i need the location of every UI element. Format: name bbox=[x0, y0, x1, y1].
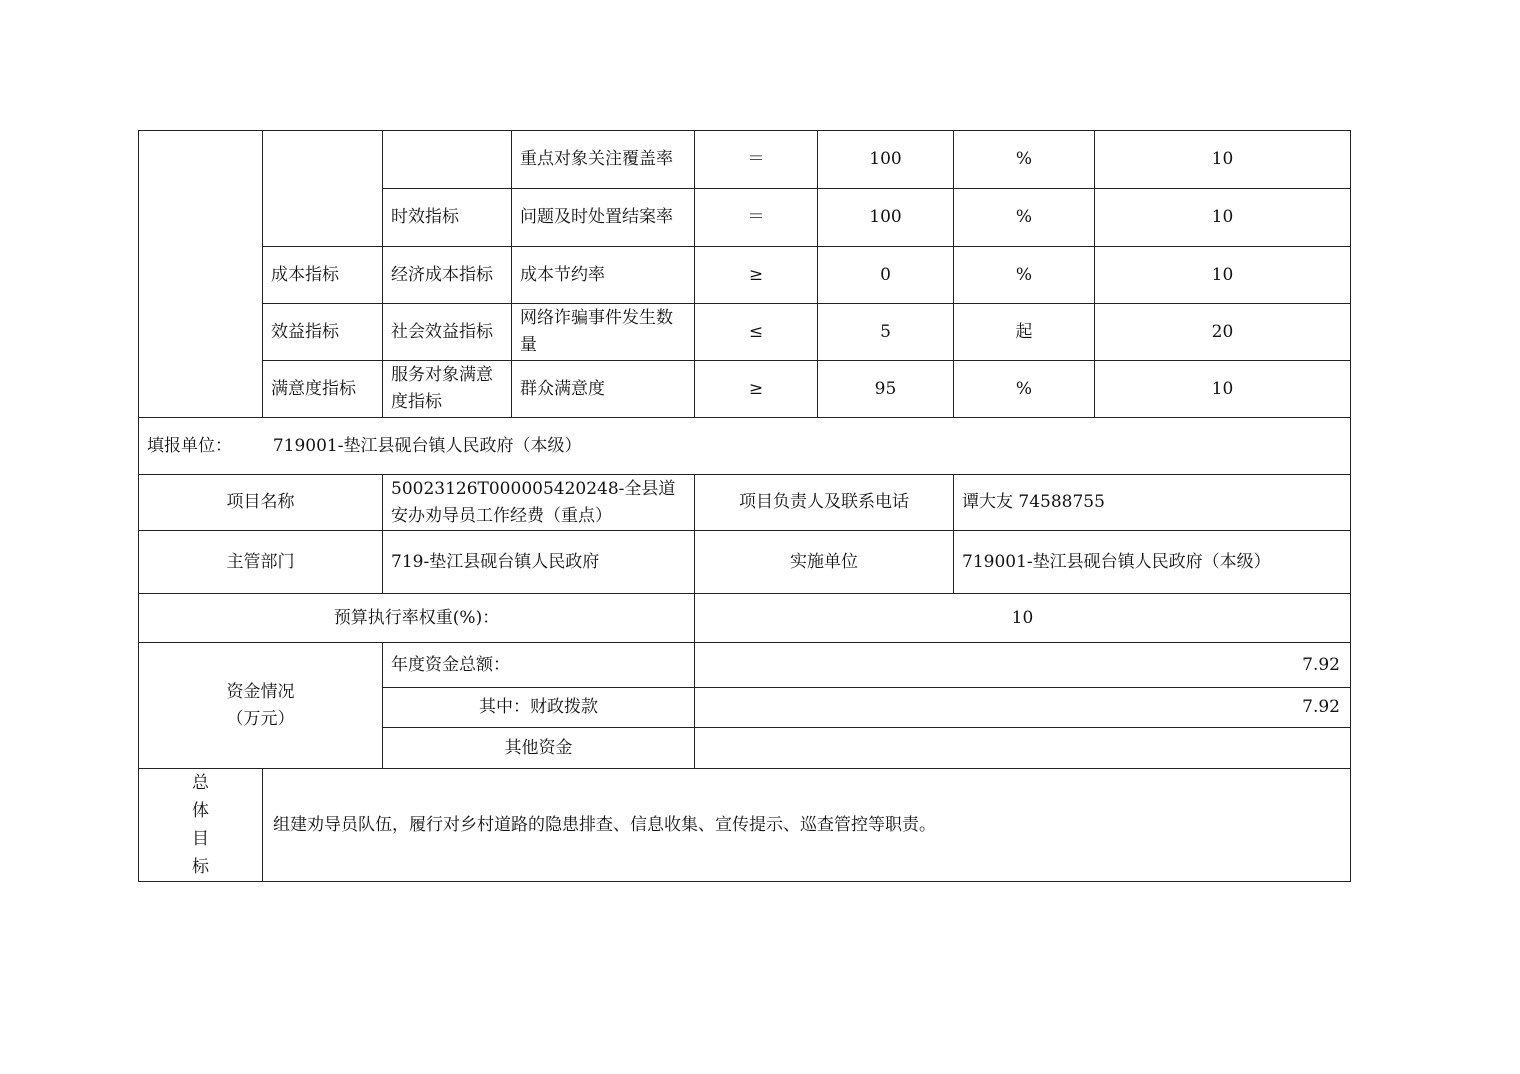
department-row bbox=[139, 531, 1351, 594]
indicator-row bbox=[139, 131, 1351, 189]
funds-label-line1: 资金情况 bbox=[226, 681, 295, 702]
indicator-value: 0 bbox=[818, 247, 954, 304]
report-unit-row bbox=[139, 418, 1351, 475]
indicator-operator: ≥ bbox=[695, 361, 818, 418]
funds-fiscal-value: 7.92 bbox=[695, 688, 1351, 728]
goal-label-char: 目 bbox=[192, 829, 209, 849]
funds-label-line2: （万元） bbox=[226, 708, 295, 729]
indicator-value: 100 bbox=[818, 189, 954, 247]
indicator-row bbox=[139, 247, 1351, 304]
goal-text: 组建劝导员队伍，履行对乡村道路的隐患排查、信息收集、宣传提示、巡查管控等职责。 bbox=[263, 769, 1351, 882]
goal-label-char: 体 bbox=[192, 801, 209, 821]
budget-weight-value: 10 bbox=[695, 594, 1351, 643]
indicator-value: 100 bbox=[818, 131, 954, 189]
indicator-name: 网络诈骗事件发生数量 bbox=[512, 304, 695, 361]
indicator-row bbox=[139, 304, 1351, 361]
goal-label-char: 标 bbox=[192, 857, 209, 877]
indicator-value: 95 bbox=[818, 361, 954, 418]
indicator-score: 20 bbox=[1095, 304, 1351, 361]
indicator-value: 5 bbox=[818, 304, 954, 361]
level3-cell: 经济成本指标 bbox=[383, 247, 512, 304]
report-unit-value: 719001-垫江县砚台镇人民政府（本级） bbox=[272, 435, 582, 456]
report-unit-label: 填报单位： bbox=[147, 435, 232, 456]
project-name-label: 项目名称 bbox=[139, 475, 383, 531]
project-owner-value: 谭大友 74588755 bbox=[954, 475, 1351, 531]
implementing-unit-label: 实施单位 bbox=[695, 531, 954, 594]
level2-cell: 成本指标 bbox=[263, 247, 383, 304]
level3-cell: 社会效益指标 bbox=[383, 304, 512, 361]
indicator-row bbox=[139, 361, 1351, 418]
project-owner-label: 项目负责人及联系电话 bbox=[695, 475, 954, 531]
indicator-operator: ＝ bbox=[695, 131, 818, 189]
goal-label-char: 总 bbox=[192, 773, 209, 793]
department-value: 719-垫江县砚台镇人民政府 bbox=[383, 531, 695, 594]
indicator-operator: ≤ bbox=[695, 304, 818, 361]
indicator-name: 成本节约率 bbox=[512, 247, 695, 304]
funds-label bbox=[139, 643, 383, 769]
goal-row bbox=[139, 769, 1351, 882]
indicator-name: 群众满意度 bbox=[512, 361, 695, 418]
funds-total-label: 年度资金总额： bbox=[383, 643, 695, 688]
level3-cell: 时效指标 bbox=[383, 189, 512, 247]
goal-label bbox=[139, 769, 263, 882]
funds-total-value: 7.92 bbox=[695, 643, 1351, 688]
indicator-unit: % bbox=[954, 247, 1095, 304]
level1-cell bbox=[139, 131, 263, 418]
department-label: 主管部门 bbox=[139, 531, 383, 594]
performance-table bbox=[138, 130, 1351, 882]
report-unit-cell bbox=[139, 418, 1351, 475]
project-name-value: 50023126T000005420248-全县道安办劝导员工作经费（重点） bbox=[383, 475, 695, 531]
level2-cell: 满意度指标 bbox=[263, 361, 383, 418]
level2-cell bbox=[263, 131, 383, 247]
funds-total-row bbox=[139, 643, 1351, 688]
level3-cell bbox=[383, 131, 512, 189]
indicator-unit: % bbox=[954, 189, 1095, 247]
indicator-operator: ＝ bbox=[695, 189, 818, 247]
funds-other-label: 其他资金 bbox=[383, 728, 695, 769]
indicator-name: 问题及时处置结案率 bbox=[512, 189, 695, 247]
project-name-row bbox=[139, 475, 1351, 531]
indicator-score: 10 bbox=[1095, 361, 1351, 418]
level2-cell: 效益指标 bbox=[263, 304, 383, 361]
indicator-unit: % bbox=[954, 131, 1095, 189]
indicator-score: 10 bbox=[1095, 247, 1351, 304]
indicator-unit: 起 bbox=[954, 304, 1095, 361]
implementing-unit-value: 719001-垫江县砚台镇人民政府（本级） bbox=[954, 531, 1351, 594]
indicator-score: 10 bbox=[1095, 189, 1351, 247]
level3-cell: 服务对象满意度指标 bbox=[383, 361, 512, 418]
budget-weight-label: 预算执行率权重(%)： bbox=[139, 594, 695, 643]
indicator-score: 10 bbox=[1095, 131, 1351, 189]
budget-weight-row bbox=[139, 594, 1351, 643]
indicator-name: 重点对象关注覆盖率 bbox=[512, 131, 695, 189]
funds-fiscal-label: 其中：财政拨款 bbox=[383, 688, 695, 728]
indicator-unit: % bbox=[954, 361, 1095, 418]
indicator-operator: ≥ bbox=[695, 247, 818, 304]
funds-other-value bbox=[695, 728, 1351, 769]
